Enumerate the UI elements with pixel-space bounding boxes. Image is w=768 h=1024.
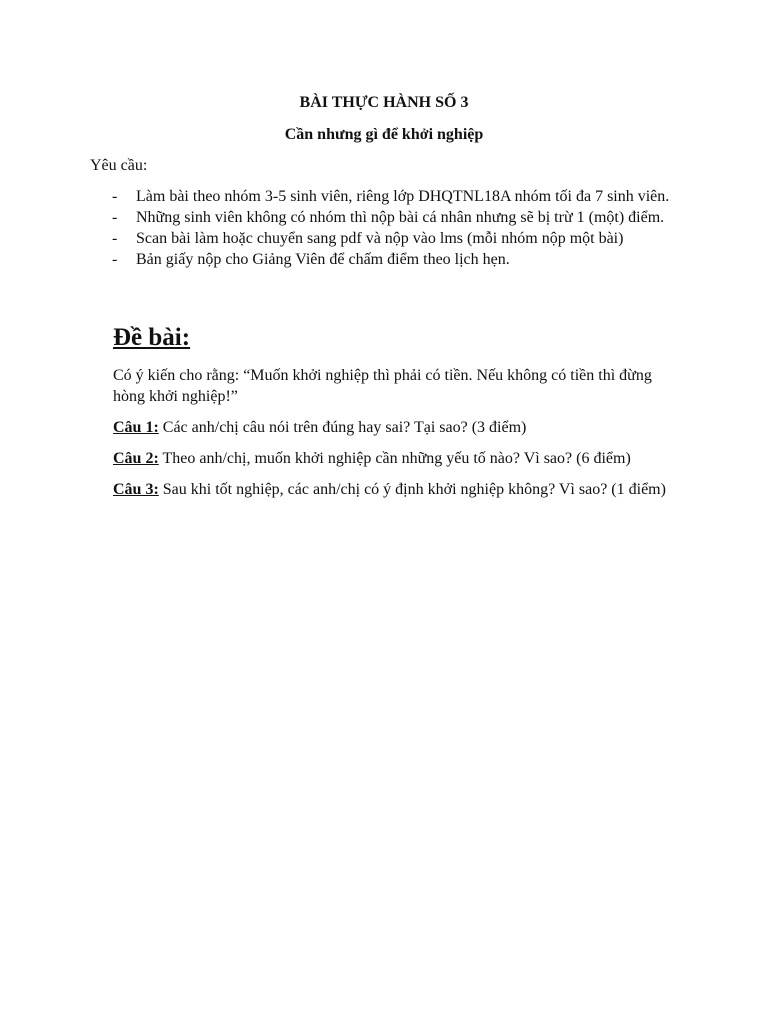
bullet-dash: - xyxy=(112,188,118,205)
assignment-prompt: Có ý kiến cho rằng: “Muốn khởi nghiệp thì phải có tiền. Nếu không có tiền thì đừng hòng khởi nghiệp!” xyxy=(113,367,652,405)
bullet-dash: - xyxy=(112,230,118,247)
question-text: Sau khi tốt nghiệp, các anh/chị có ý định khởi nghiệp không? Vì sao? (1 điểm) xyxy=(158,481,666,498)
question-label: Câu 2: xyxy=(113,450,159,467)
requirements-list xyxy=(112,186,669,270)
requirement-text: Bản giấy nộp cho Giảng Viên để chấm điểm theo lịch hẹn. xyxy=(136,251,510,268)
requirements-label: Yêu cầu: xyxy=(90,157,148,174)
list-item xyxy=(112,249,669,270)
document-title: BÀI THỰC HÀNH SỐ 3 xyxy=(299,94,469,111)
question-1 xyxy=(113,417,526,438)
question-2 xyxy=(113,448,631,469)
bullet-dash: - xyxy=(112,209,118,226)
requirement-text: Làm bài theo nhóm 3-5 sinh viên, riêng lớp DHQTNL18A nhóm tối đa 7 sinh viên. xyxy=(136,188,670,205)
list-item xyxy=(112,186,669,207)
document-subtitle: Cần nhưng gì để khởi nghiệp xyxy=(284,126,484,143)
question-label: Câu 3: xyxy=(113,481,159,498)
question-label: Câu 1: xyxy=(113,419,159,436)
question-text: Theo anh/chị, muốn khởi nghiệp cần những yếu tố nào? Vì sao? (6 điểm) xyxy=(158,450,631,467)
question-text: Các anh/chị câu nói trên đúng hay sai? Tại sao? (3 điểm) xyxy=(158,419,527,436)
requirement-text: Những sinh viên không có nhóm thì nộp bài cá nhân nhưng sẽ bị trừ 1 (một) điểm. xyxy=(136,209,665,226)
bullet-dash: - xyxy=(112,251,118,268)
requirement-text: Scan bài làm hoặc chuyển sang pdf và nộp vào lms (mỗi nhóm nộp một bài) xyxy=(136,230,624,247)
list-item xyxy=(112,228,669,249)
question-3 xyxy=(113,479,666,500)
assignment-heading: Đề bài: xyxy=(113,324,191,351)
list-item xyxy=(112,207,669,228)
